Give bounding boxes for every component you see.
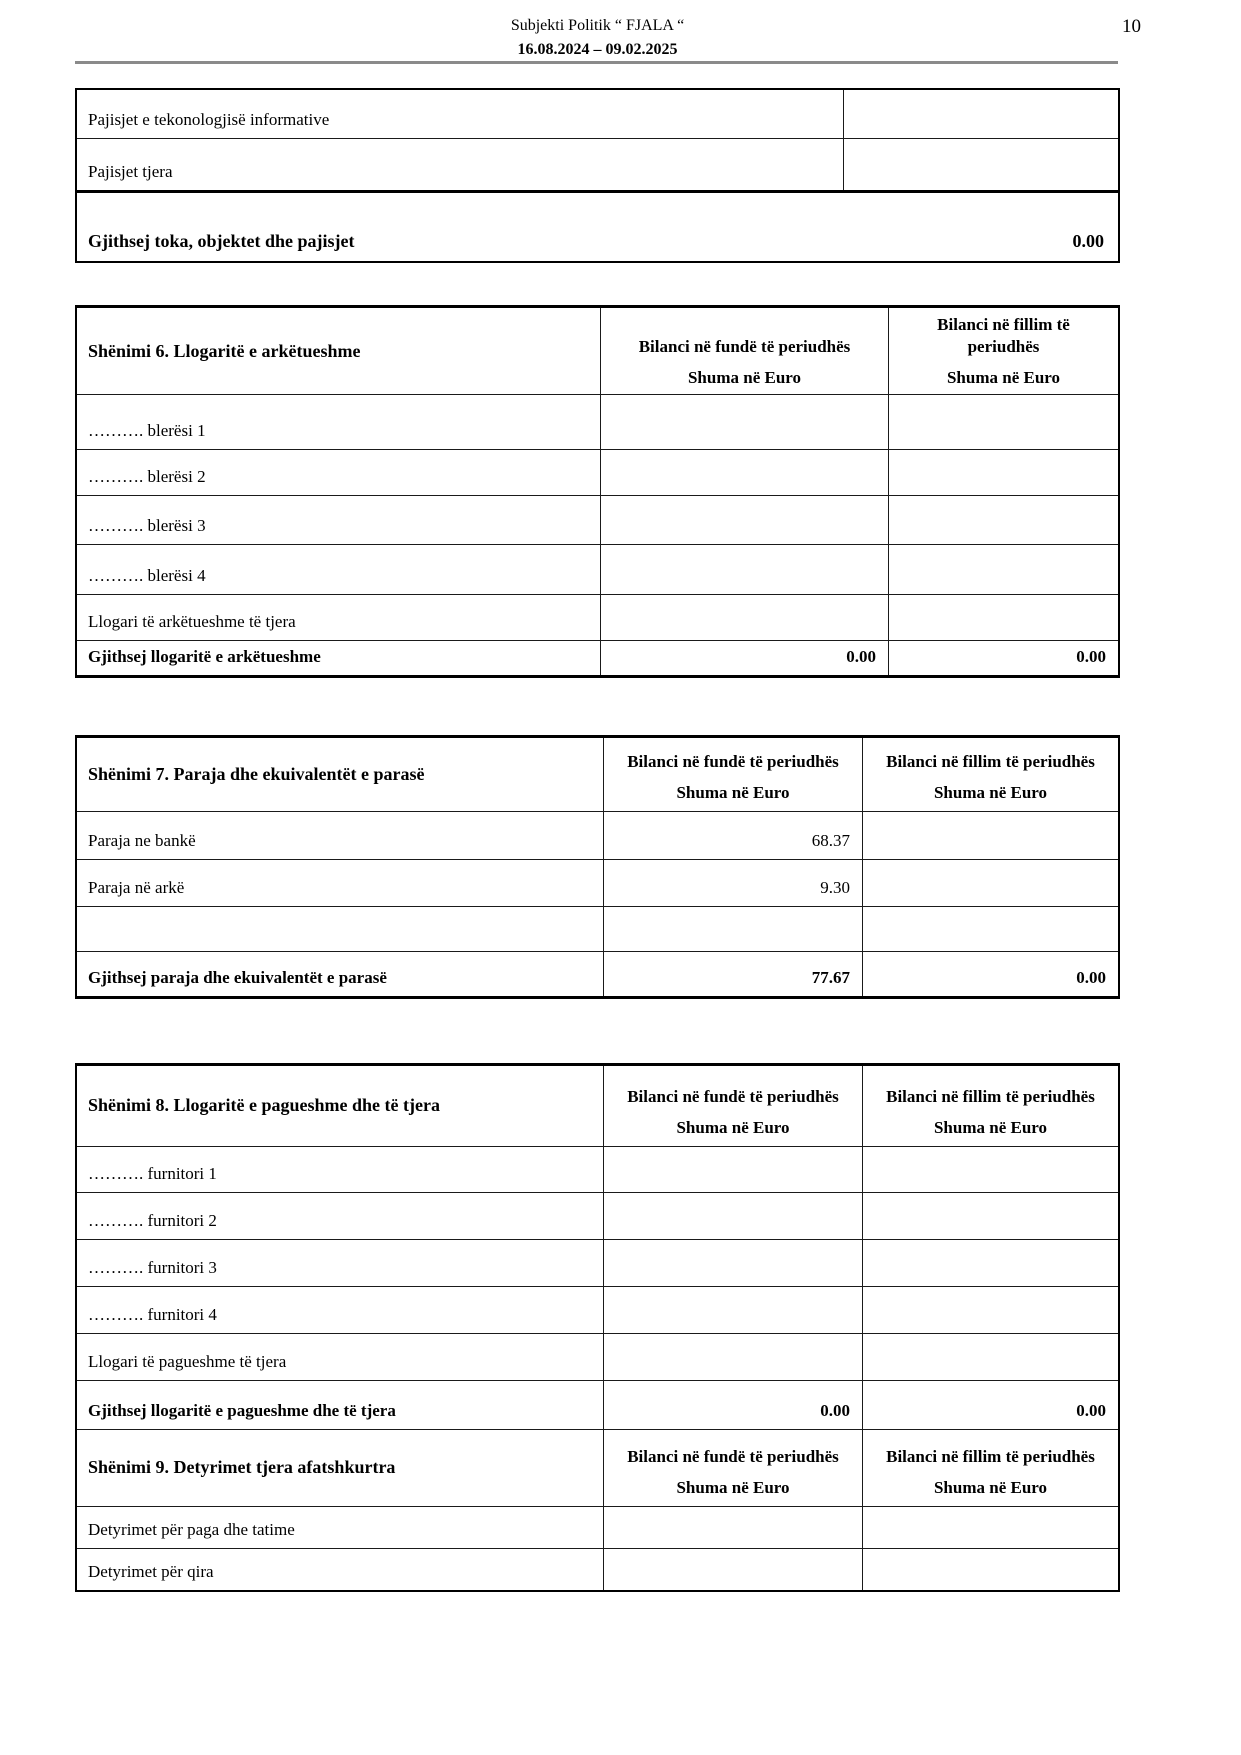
table-row bbox=[77, 1192, 1118, 1239]
balance-end-label: Bilanci në fundë të periudhës bbox=[627, 1447, 839, 1467]
amount-begin-cell bbox=[888, 545, 1118, 594]
col-header-balance-end bbox=[603, 1066, 862, 1146]
row-label: ………. furnitori 1 bbox=[88, 1164, 217, 1184]
total-label: Gjithsej llogaritë e pagueshme dhe të tjera bbox=[88, 1401, 396, 1421]
col-header-balance-end bbox=[600, 308, 888, 396]
row-label: ………. furnitori 2 bbox=[88, 1211, 217, 1231]
amount-eur-label: Shuma në Euro bbox=[933, 1118, 1048, 1138]
amount-eur-label: Shuma në Euro bbox=[946, 368, 1061, 388]
amount-begin-cell bbox=[862, 907, 1118, 951]
row-label: Pajisjet e tekonologjisë informative bbox=[88, 110, 330, 130]
amount-eur-label: Shuma në Euro bbox=[676, 1118, 790, 1138]
amount-end-cell bbox=[603, 1334, 862, 1380]
amount-begin-cell bbox=[862, 1334, 1118, 1380]
balance-end-label: Bilanci në fundë të periudhës bbox=[638, 337, 851, 357]
total-value-begin: 0.00 bbox=[862, 952, 1118, 996]
note8-table bbox=[75, 1063, 1120, 1592]
col-header-balance-begin bbox=[888, 308, 1118, 396]
row-label bbox=[77, 907, 603, 951]
table-row bbox=[77, 1333, 1118, 1380]
amount-end-cell: 9.30 bbox=[603, 860, 862, 906]
row-label: ………. blerësi 2 bbox=[88, 467, 206, 487]
page-number: 10 bbox=[1122, 16, 1141, 37]
table-row bbox=[77, 906, 1118, 951]
balance-end-label: Bilanci në fundë të periudhës bbox=[627, 752, 839, 772]
amount-cell bbox=[843, 90, 1118, 138]
total-label: Gjithsej toka, objektet dhe pajisjet bbox=[88, 231, 355, 251]
note6-header-row bbox=[77, 308, 1118, 394]
total-value-begin: 0.00 bbox=[888, 641, 1118, 675]
table-row bbox=[77, 1146, 1118, 1192]
total-value: 0.00 bbox=[1072, 231, 1104, 251]
note7-title: Shënimi 7. Paraja dhe ekuivalentët e parasë bbox=[88, 763, 425, 784]
row-label: Pajisjet tjera bbox=[88, 162, 173, 182]
amount-eur-label: Shuma në Euro bbox=[687, 368, 802, 388]
table-row bbox=[77, 544, 1118, 594]
amount-begin-cell bbox=[888, 595, 1118, 640]
amount-eur-label: Shuma në Euro bbox=[676, 783, 790, 803]
amount-end-cell: 68.37 bbox=[603, 812, 862, 859]
amount-begin-cell bbox=[888, 395, 1118, 449]
table-row bbox=[77, 1239, 1118, 1286]
total-label: Gjithsej paraja dhe ekuivalentët e parasë bbox=[88, 968, 387, 988]
total-value-end: 0.00 bbox=[603, 1381, 862, 1429]
row-label: ………. blerësi 1 bbox=[88, 421, 206, 441]
total-row bbox=[77, 190, 1118, 261]
row-label: Paraja ne bankë bbox=[88, 831, 196, 851]
table-row bbox=[77, 1548, 1118, 1590]
fixed-assets-table bbox=[75, 88, 1120, 263]
total-row bbox=[77, 951, 1118, 996]
table-row bbox=[77, 859, 1118, 906]
amount-end-cell bbox=[603, 907, 862, 951]
amount-end-cell bbox=[603, 1240, 862, 1286]
col-header-balance-begin bbox=[862, 738, 1118, 811]
note9-title: Shënimi 9. Detyrimet tjera afatshkurtra bbox=[88, 1457, 396, 1478]
doc-subject: Subjekti Politik “ FJALA “ bbox=[510, 17, 685, 34]
amount-eur-label: Shuma në Euro bbox=[933, 783, 1048, 803]
amount-begin-cell bbox=[862, 1147, 1118, 1192]
total-value-end: 0.00 bbox=[600, 641, 888, 675]
balance-begin-label: Bilanci në fillim të periudhës bbox=[886, 1447, 1095, 1467]
doc-period: 16.08.2024 – 09.02.2025 bbox=[517, 41, 678, 58]
amount-begin-cell bbox=[862, 1549, 1118, 1590]
amount-eur-label: Shuma në Euro bbox=[933, 1478, 1048, 1498]
amount-end-cell bbox=[603, 1147, 862, 1192]
total-value-end: 77.67 bbox=[603, 952, 862, 996]
table-row bbox=[77, 449, 1118, 495]
note8-title: Shënimi 8. Llogaritë e pagueshme dhe të tjera bbox=[88, 1095, 440, 1116]
amount-begin-cell bbox=[888, 450, 1118, 495]
amount-end-cell bbox=[603, 1193, 862, 1239]
table-row bbox=[77, 90, 1118, 138]
note7-header-row bbox=[77, 738, 1118, 811]
note6-title: Shënimi 6. Llogaritë e arkëtueshme bbox=[88, 341, 361, 362]
amount-eur-label: Shuma në Euro bbox=[676, 1478, 790, 1498]
amount-end-cell bbox=[600, 395, 888, 449]
row-label: Detyrimet për paga dhe tatime bbox=[88, 1520, 295, 1540]
total-row bbox=[77, 1380, 1118, 1429]
col-header-balance-begin bbox=[862, 1430, 1118, 1506]
row-label: Detyrimet për qira bbox=[88, 1562, 214, 1582]
amount-cell bbox=[843, 139, 1118, 190]
col-header-balance-end bbox=[603, 1430, 862, 1506]
balance-begin-label: Bilanci në fillim të periudhës bbox=[886, 752, 1095, 772]
row-label: ………. blerësi 4 bbox=[88, 566, 206, 586]
header-rule bbox=[75, 61, 1118, 64]
col-header-balance-end bbox=[603, 738, 862, 811]
row-label: ………. furnitori 4 bbox=[88, 1305, 217, 1325]
amount-end-cell bbox=[603, 1287, 862, 1333]
note6-table bbox=[75, 305, 1120, 678]
table-row bbox=[77, 394, 1118, 449]
amount-end-cell bbox=[603, 1507, 862, 1548]
amount-begin-cell bbox=[862, 812, 1118, 859]
total-row bbox=[77, 640, 1118, 675]
amount-end-cell bbox=[600, 545, 888, 594]
amount-begin-cell bbox=[888, 496, 1118, 544]
table-row bbox=[77, 138, 1118, 190]
row-label: Llogari të pagueshme të tjera bbox=[88, 1352, 287, 1372]
table-row bbox=[77, 1506, 1118, 1548]
total-value-begin: 0.00 bbox=[862, 1381, 1118, 1429]
amount-begin-cell bbox=[862, 860, 1118, 906]
table-row bbox=[77, 594, 1118, 640]
note8-header-row bbox=[77, 1066, 1118, 1146]
amount-end-cell bbox=[600, 450, 888, 495]
amount-end-cell bbox=[603, 1549, 862, 1590]
amount-begin-cell bbox=[862, 1193, 1118, 1239]
amount-begin-cell bbox=[862, 1287, 1118, 1333]
balance-begin-label: Bilanci në fillim të periudhës bbox=[937, 315, 1070, 357]
table-row bbox=[77, 811, 1118, 859]
balance-end-label: Bilanci në fundë të periudhës bbox=[627, 1087, 839, 1107]
note7-table bbox=[75, 735, 1120, 999]
balance-begin-label: Bilanci në fillim të periudhës bbox=[886, 1087, 1095, 1107]
amount-begin-cell bbox=[862, 1507, 1118, 1548]
amount-begin-cell bbox=[862, 1240, 1118, 1286]
table-row bbox=[77, 1286, 1118, 1333]
row-label: ………. furnitori 3 bbox=[88, 1258, 217, 1278]
row-label: ………. blerësi 3 bbox=[88, 516, 206, 536]
total-label: Gjithsej llogaritë e arkëtueshme bbox=[88, 647, 321, 667]
row-label: Llogari të arkëtueshme të tjera bbox=[88, 612, 296, 632]
amount-end-cell bbox=[600, 595, 888, 640]
row-label: Paraja në arkë bbox=[88, 878, 185, 898]
table-row bbox=[77, 495, 1118, 544]
amount-end-cell bbox=[600, 496, 888, 544]
col-header-balance-begin bbox=[862, 1066, 1118, 1146]
note9-header-row bbox=[77, 1429, 1118, 1506]
